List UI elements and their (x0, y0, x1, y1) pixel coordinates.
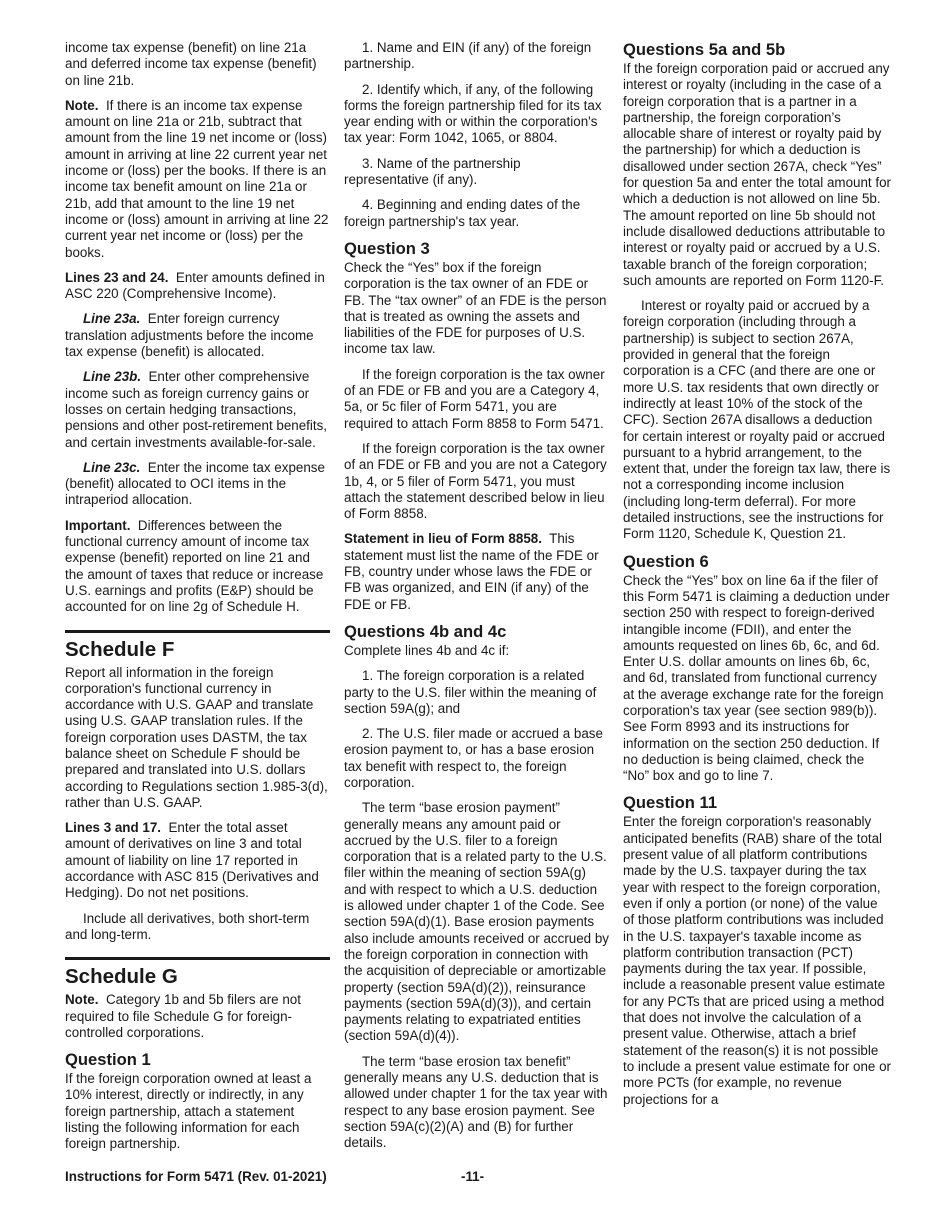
column-middle (344, 40, 609, 1161)
list-item: 3. Name of the partnership representative (if any). (344, 155, 521, 188)
questions-5-paragraph: Interest or royalty paid or accrued by a foreign corporation (including through a partnership) is subject to section 267A, provided in general that the foreign corporation is a CFC (and there are one or more U.S. tax residents that own directly or indirectly at least 10% of the stock of the CFC). Section 267A disallows a deduction for certain interest or royalty paid or accrued pursuant to a hybrid arrangement, to the extent that, under the foreign tax law, there is not a corresponding income inclusion (including long-term deferral). For more detailed instructions, see the instructions for Form 1120, Schedule K, Question 21. (623, 298, 891, 542)
list-item: 2. The U.S. filer made or accrued a base erosion payment to, or has a base erosion tax benefit with respect to, the foreign corporation. (344, 726, 603, 790)
statement-paragraph (344, 531, 609, 612)
derivatives-paragraph: Include all derivatives, both short-term and long-term. (65, 910, 310, 942)
questions-4b-4c-heading: Questions 4b and 4c (344, 621, 507, 641)
list-item: 4. Beginning and ending dates of the foreign partnership's tax year. (344, 197, 581, 229)
questions-5-paragraph: If the foreign corporation paid or accrued any interest or royalty (including in the case of a foreign corporation that is a partner in a partnership, the foreign corporation’s allocable share of interest or royalty paid by the partnership) for which a deduction is disallowed under section 267A, check “Yes” for question 5a and enter the total amount for which a deduction is not allowed on line 5b. The amount reported on line 5b should not include disallowed deductions attributable to interest or royalty paid or accrued by a U.S. taxable branch of the foreign corporation; such amounts are reported on Form 1120-F. (623, 61, 891, 288)
line-23a-paragraph (65, 311, 330, 360)
lines-23-24-text: Enter amounts defined in ASC 220 (Comprehensive Income). (65, 269, 325, 302)
line-23a-text: Enter foreign currency translation adjustments before the income tax expense (benefit) is allocated. (65, 311, 314, 360)
schedule-g-note-paragraph (65, 992, 330, 1041)
list-item: 2. Identify which, if any, of the following forms the foreign partnership filed for its tax year ending with or within the corporation's tax year: Form 1042, 1065, or 8804. (344, 81, 602, 146)
line-23a-label: Line 23a. (83, 311, 141, 327)
question-6-paragraph: Check the “Yes” box on line 6a if the filer of this Form 5471 is claiming a deduction under section 250 with respect to foreign-derived intangible income (FDII), and enter the amounts requested on lines 6b, 6c, and 6d. Enter U.S. dollar amounts on lines 6b, 6c, and 6d, translated from functional currency at the average exchange rate for the foreign corporation's tax year (see section 989(b)). See Form 8993 and its instructions for information on the section 250 deduction. If no deduction is being claimed, check the “No” box and go to line 7. (623, 572, 890, 784)
important-text: Differences between the functional currency amount of income tax expense (benefit) reported on line 21 and the amount of taxes that reduce or increase U.S. earnings and profits (E&P) should be accounted for on line 2g of Schedule H. (65, 517, 324, 615)
line-23b-paragraph (65, 369, 330, 450)
schedule-f-heading: Schedule F (65, 630, 330, 662)
page-number: -11- (461, 1169, 485, 1184)
important-label: Important. (65, 517, 131, 533)
question-3-paragraph: If the foreign corporation is the tax owner of an FDE or FB and you are a Category 4, 5a, or 5c filer of Form 5471, you are required to attach Form 8858 to Form 5471. (344, 366, 605, 431)
page-footer (65, 1169, 891, 1187)
lines-3-17-label: Lines 3 and 17. (65, 820, 162, 836)
question-3-heading: Question 3 (344, 238, 430, 258)
question-6-heading: Question 6 (623, 551, 709, 571)
line-23c-text: Enter the income tax expense (benefit) allocated to OCI items in the intraperiod allocation. (65, 459, 325, 508)
lines-23-24-label: Lines 23 and 24. (65, 269, 169, 285)
question-3-paragraph: If the foreign corporation is the tax owner of an FDE or FB and you are not a Category 1b, 4, or 5 filer of Form 5471, you must attach the statement described below in lieu of Form 8858. (344, 440, 607, 522)
paragraph: income tax expense (benefit) on line 21a and deferred income tax expense (benefit) on line 21b. (65, 40, 317, 88)
lines-3-17-paragraph (65, 820, 330, 901)
line-23b-label: Line 23b. (83, 369, 142, 385)
schedule-f-paragraph: Report all information in the foreign corporation's functional currency in accordance with U.S. GAAP and translate using U.S. GAAP translation rules. If the foreign corporation uses DASTM, the tax balance sheet on Schedule F should be prepared and translated into U.S. dollars according to Regulations section 1.985-3(d), rather than U.S. GAAP. (65, 664, 328, 810)
schedule-g-heading: Schedule G (65, 957, 330, 989)
questions-4-intro: Complete lines 4b and 4c if: (344, 642, 510, 658)
base-erosion-payment-paragraph: The term “base erosion payment” generally means any amount paid or accrued by the U.S. filer to a foreign corporation that is a related party to the U.S. filer within the meaning of section 59A(g) and with respect to which a U.S. deduction is allowed under chapter 1 of the Code. See section 59A(d)(1). Base erosion payments also include amounts received or accrued by the foreign corporation in connection with the acquisition of depreciable or amortizable property (section 59A(d)(2)), reinsurance payments (section 59A(d)(3)), and certain payments relating to expatriated entities (section 59A(d)(4)). (344, 800, 609, 1044)
line-23c-paragraph (65, 460, 330, 509)
note-paragraph (65, 98, 330, 261)
column-right (623, 40, 891, 1117)
footer-form-title: Instructions for Form 5471 (Rev. 01-2021) (65, 1169, 327, 1184)
question-3-paragraph: Check the “Yes” box if the foreign corporation is the tax owner of an FDE or FB. The “tax owner” of an FDE is the person that is treated as owning the assets and liabilities of the FDE for purposes of U.S. income tax law. (344, 259, 607, 357)
lines-23-24-paragraph (65, 270, 330, 303)
statement-label: Statement in lieu of Form 8858. (344, 531, 542, 547)
base-erosion-benefit-paragraph: The term “base erosion tax benefit” generally means any U.S. deduction that is allowed under chapter 1 for the tax year with respect to any base erosion payment. See section 59A(c)(2)(A) and (B) for further details. (344, 1053, 608, 1151)
note-label: Note. (65, 97, 99, 113)
question-11-heading: Question 11 (623, 793, 718, 813)
important-paragraph (65, 518, 330, 616)
line-23b-text: Enter other comprehensive income such as foreign currency gains or losses on certain hedging transactions, pensions and other post-retirement benefits, and certain investments available-for-sale. (65, 369, 328, 450)
list-item: 1. The foreign corporation is a related party to the U.S. filer within the meaning of section 59A(g); and (344, 668, 597, 716)
question-11-paragraph: Enter the foreign corporation's reasonably anticipated benefits (RAB) share of the total present value of all platform contributions made by the U.S. taxpayer during the tax year with respect to the foreign corporation, even if only a portion (or none) of the value of those platform contributions was included in the U.S. taxpayer's taxable income as platform contribution transaction (PCT) payments during the tax year. If possible, include a reasonable present value estimate for any PCTs that are priced using a method that does not involve the calculation of a present value. Otherwise, attach a brief statement of the reason(s) it is not possible to include a present value estimate for one or more PCTs (for example, no revenue projections for a (623, 814, 891, 1107)
lines-3-17-text: Enter the total asset amount of derivatives on line 3 and total amount of liability on line 17 reported in accordance with ASC 815 (Derivatives and Hedging). Do not net positions. (65, 820, 319, 901)
question-1-heading: Question 1 (65, 1050, 151, 1070)
questions-5a-5b-heading: Questions 5a and 5b (623, 40, 786, 59)
question-1-paragraph: If the foreign corporation owned at least a 10% interest, directly or indirectly, in any foreign partnership, attach a statement listing the following information for each foreign partnership. (65, 1071, 312, 1152)
schedule-g-note-text: Category 1b and 5b filers are not required to file Schedule G for foreign-controlled corporations. (65, 992, 301, 1040)
note-text: If there is an income tax expense amount on line 21a or 21b, subtract that amount from the line 19 net income or (loss) amount in arriving at line 22 current year net income or (loss) per the books. If there is an income tax benefit amount on line 21a or 21b, add that amount to the line 19 net income or (loss) amount in arriving at line 22 current year net income or (loss) per the books. (65, 97, 329, 260)
statement-text: This statement must list the name of the FDE or FB, country under whose laws the FDE or FB was organized, and EIN (if any) of the FDE or FB. (344, 531, 599, 612)
list-item: 1. Name and EIN (if any) of the foreign partnership. (344, 40, 592, 72)
schedule-g-note-label: Note. (65, 992, 99, 1008)
column-left (65, 40, 330, 1162)
line-23c-label: Line 23c. (83, 459, 141, 475)
